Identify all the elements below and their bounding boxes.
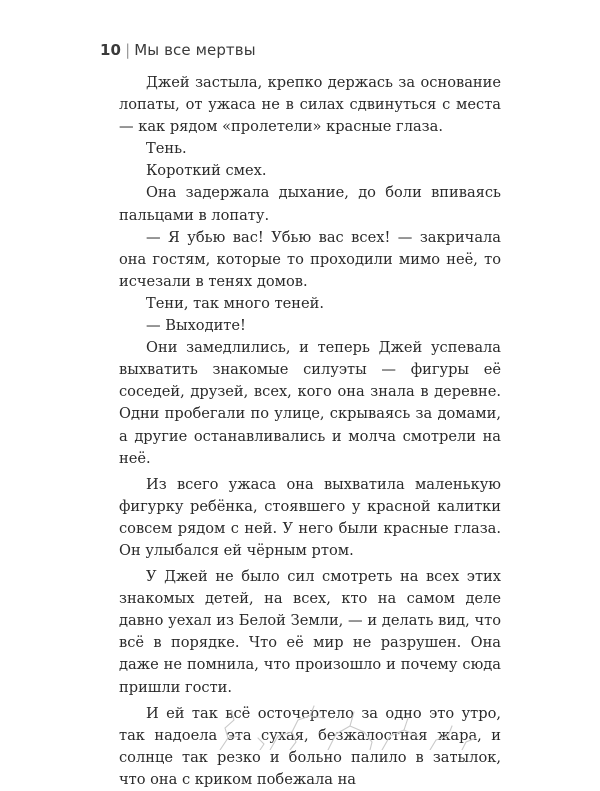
paragraph: Она задержала дыхание, до боли впиваясь пальцами в лопату. (119, 184, 501, 224)
paragraph: Тени, так много теней. (146, 294, 325, 312)
paragraph: Джей застыла, крепко держась за основание лопаты, от ужаса не в силах сдвинуться с места — как рядом «пролетели» красные глаза. (119, 74, 501, 136)
paragraph: Короткий смех. (146, 162, 267, 180)
paragraph: — Я убью вас! Убью вас всех! — закричала она гостям, которые то проходили мимо неё, то исчезали в тенях домов. (119, 228, 501, 290)
cracked-ground-illustration (200, 676, 500, 750)
paragraph: Тень. (146, 140, 187, 158)
paragraph: И ей так всё осточертело за одно это утро, так надоела эта сухая, безжалостная жара, и солнце так резко и больно палило в затылок, что она с криком побежала на (119, 704, 501, 788)
paragraph: Из всего ужаса она выхватила маленькую фигурку ребёнка, стоявшего у красной калитки совсем рядом с ней. У него были красные глаза. Он улыбался ей чёрным ртом. (119, 475, 501, 559)
header-separator: | (125, 41, 131, 59)
paragraph: Они замедлились, и теперь Джей успевала выхватить знакомые силуэты — фигуры её соседей, друзей, всех, кого она знала в деревне. Одни пробегали по улице, скрываясь за домами, а другие останавливались и молча смотрели на неё. (119, 339, 501, 467)
paragraph: У Джей не было сил смотреть на всех этих знакомых детей, на всех, кто на самом деле давно уехал из Белой Земли, — и делать вид, что всё в порядке. Что её мир не разрушен. Она даже не помнила, что произошло и почему сюда пришли гости. (119, 568, 501, 696)
book-title: Мы все мертвы (134, 41, 256, 59)
running-head (100, 41, 256, 59)
paragraph: — Выходите! (146, 317, 246, 335)
page-number: 10 (100, 41, 122, 59)
